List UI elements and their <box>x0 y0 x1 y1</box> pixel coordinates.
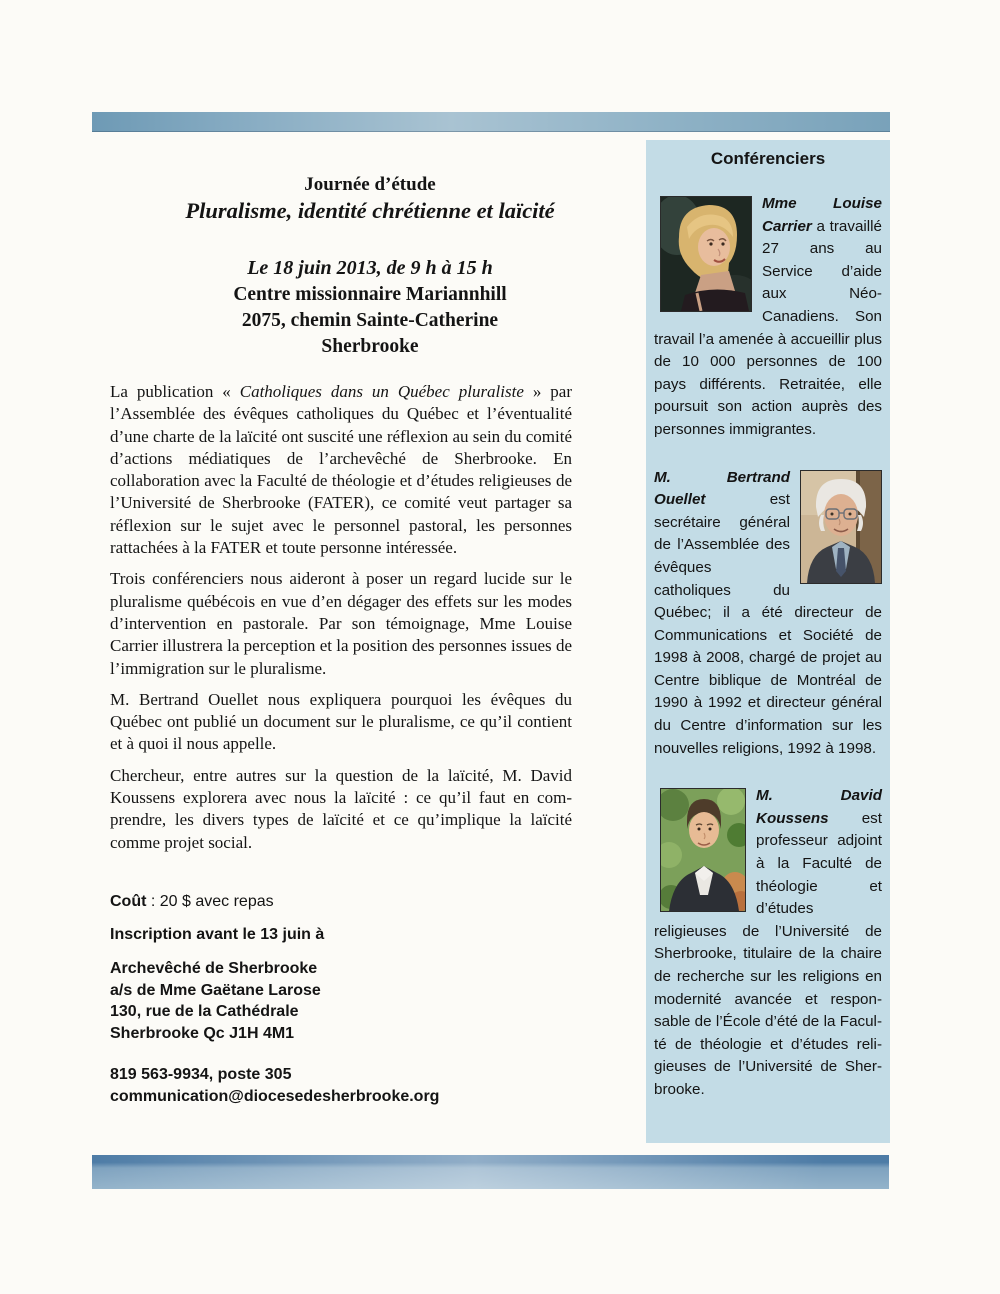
louise-carrier-photo <box>660 196 752 312</box>
bottom-decorative-bar <box>92 1155 889 1189</box>
event-title: Pluralisme, identité chrétienne et laïcité <box>185 198 555 223</box>
contact-email: communication@diocesedesherbrooke.org <box>110 1088 440 1105</box>
speaker-bio: est secrétaire général de l’Assemblée des évêques catholiques du Québec; il a été directeur de Communications et Société de 1998 à 2008, chargé de projet au Centre biblique de Montréal de 1990 à 1992 et directeur général du Centre d’information sur les nouvelles religions, 1992 à 1998. <box>654 491 882 757</box>
speaker-name: M. Bertrand Ouellet <box>654 468 790 509</box>
title-block <box>110 174 630 360</box>
paragraph-publication-rest: » par l’Assemblée des évêques catholiques du Québec et l’éventualité d’une charte de la laïcité ont suscité une réflexion au sein du comité d’actions médiatiques de l’archevêché de Sherbrooke. En collaboration avec la Faculté de théologie et d’études religieuses de l’Université de Sherbrooke (FATER), ce comité veut partager sa réflexion sur le sujet avec le personnel pastoral, les personnes rattachées à la FATER et toute personne intéressée. <box>110 382 572 558</box>
registration-deadline: Inscription avant le 13 juin à <box>110 926 325 943</box>
paragraph-three-speakers: Trois conférenciers nous aideront à poser un regard lucide sur le pluralisme québécois en vue d’en dégager des effets sur les modes d’intervention en pastorale. Par son témoignage, Mme Louise Carrier illustrera la perception et la position des personnes issues de l’immigration sur le pluralisme. <box>110 569 572 678</box>
speakers-sidebar <box>646 140 890 1143</box>
event-venue: Centre missionnaire Mariannhill <box>233 284 507 305</box>
speaker-name: Mme Louise Carrier <box>762 195 882 235</box>
body-paragraphs <box>110 381 572 863</box>
contact-city: Sherbrooke Qc J1H 4M1 <box>110 1024 295 1042</box>
speaker-card-louise-carrier <box>654 193 882 442</box>
contact-phone-email-block <box>110 1064 572 1108</box>
cost-value: : 20 $ avec repas <box>146 893 274 910</box>
paragraph-ouellet: M. Bertrand Ouellet nous expliquera pourquoi les évêques du Québec ont publié un document sur le pluralisme, ce qu’il contient et à quoi il nous appelle. <box>110 689 572 754</box>
paragraph-publication-lead: La publication « <box>110 382 240 401</box>
publication-title: Catholiques dans un Québec pluraliste <box>239 382 524 401</box>
speaker-card-david-koussens <box>654 785 882 1101</box>
contact-org: Archevêché de Sherbrooke <box>110 960 318 977</box>
event-date: Le 18 juin 2013, de 9 h à 15 h <box>247 257 493 279</box>
speaker-bio: a travaillé 27 ans au Service d’aide aux Néo-Canadiens. Son travail l’a amenée à accueillir plus de 10 000 personnes de 100 pays différents. Retraitée, elle poursuit son action auprès des personnes immigrantes. <box>654 217 882 438</box>
speaker-name: M. David Koussens <box>756 787 882 827</box>
contact-street: 130, rue de la Cathédrale <box>110 1003 299 1020</box>
sidebar-heading: Conférenciers <box>710 149 826 168</box>
event-kicker: Journée d’étude <box>304 174 436 195</box>
top-decorative-bar <box>92 112 890 132</box>
david-koussens-photo <box>660 788 746 912</box>
paragraph-publication <box>110 381 572 559</box>
cost-line <box>110 893 572 911</box>
speaker-card-bertrand-ouellet <box>654 467 882 761</box>
contact-care-of: a/s de Mme Gaëtane Larose <box>110 981 321 999</box>
event-city: Sherbrooke <box>321 336 419 357</box>
bertrand-ouellet-photo <box>800 470 882 584</box>
speaker-bio: est professeur adjoint à la Faculté de théologie et d’études religieuses de l’Université de Sherbrooke, titulaire de la chaire de recherche sur les religions en modernité avancée et responsable de l’École d’été de la Faculté de théologie et d’études religieuses de l’Université de Sherbrooke. <box>654 809 882 1098</box>
paragraph-koussens: Chercheur, entre autres sur la question de la laïcité, M. David Koussens explorera avec nous la laïcité : ce qu’il faut en comprendre, les divers types de laïcité et ce qu’implique la laïcité comme projet social. <box>110 765 572 852</box>
contact-phone: 819 563-9934, poste 305 <box>110 1066 292 1083</box>
contact-address-block <box>110 958 572 1044</box>
cost-label: Coût <box>110 893 147 910</box>
event-street: 2075, chemin Sainte-Catherine <box>241 310 499 331</box>
